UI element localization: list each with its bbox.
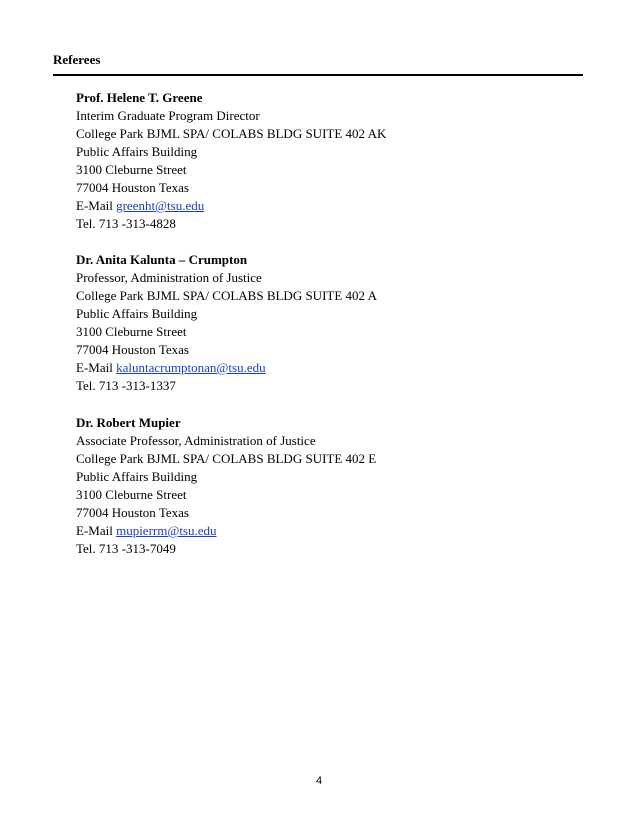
referee-title: Professor, Administration of Justice: [76, 270, 262, 285]
referee-name: Dr. Robert Mupier: [76, 415, 181, 430]
page-number: 4: [315, 775, 323, 787]
referee-email-link[interactable]: greenht@tsu.edu: [116, 198, 205, 213]
referee-email-link[interactable]: mupierrm@tsu.edu: [116, 523, 217, 538]
referee-tel: Tel. 713 -313-7049: [76, 541, 176, 556]
referee-office: College Park BJML SPA/ COLABS BLDG SUITE 402 A: [76, 288, 377, 303]
referee-tel: Tel. 713 -313-4828: [76, 216, 176, 231]
email-label: E-Mail: [76, 360, 117, 375]
referee-office: College Park BJML SPA/ COLABS BLDG SUITE 402 E: [76, 451, 377, 466]
referee-title: Associate Professor, Administration of Justice: [76, 433, 316, 448]
referee-email-line: [76, 522, 596, 540]
referee-city: 77004 Houston Texas: [76, 180, 189, 195]
referee-street: 3100 Cleburne Street: [76, 162, 187, 177]
referee-city: 77004 Houston Texas: [76, 342, 189, 357]
referee-name: Dr. Anita Kalunta – Crumpton: [76, 252, 248, 267]
referee-email-line: [76, 197, 596, 215]
referee-email-line: [76, 359, 596, 377]
referee-entry: [76, 414, 596, 558]
referee-entry: [76, 251, 596, 395]
referee-name: Prof. Helene T. Greene: [76, 90, 203, 105]
email-label: E-Mail: [76, 523, 117, 538]
referee-office: College Park BJML SPA/ COLABS BLDG SUITE 402 AK: [76, 126, 387, 141]
referee-street: 3100 Cleburne Street: [76, 487, 187, 502]
referee-street: 3100 Cleburne Street: [76, 324, 187, 339]
referee-building: Public Affairs Building: [76, 306, 198, 321]
referee-email-link[interactable]: kaluntacrumptonan@tsu.edu: [116, 360, 266, 375]
section-title: Referees: [53, 52, 101, 67]
referee-building: Public Affairs Building: [76, 469, 198, 484]
email-label: E-Mail: [76, 198, 117, 213]
referee-city: 77004 Houston Texas: [76, 505, 189, 520]
referee-tel: Tel. 713 -313-1337: [76, 378, 176, 393]
referee-building: Public Affairs Building: [76, 144, 198, 159]
referee-entry: [76, 89, 596, 233]
referee-title: Interim Graduate Program Director: [76, 108, 260, 123]
section-divider: [53, 74, 583, 76]
